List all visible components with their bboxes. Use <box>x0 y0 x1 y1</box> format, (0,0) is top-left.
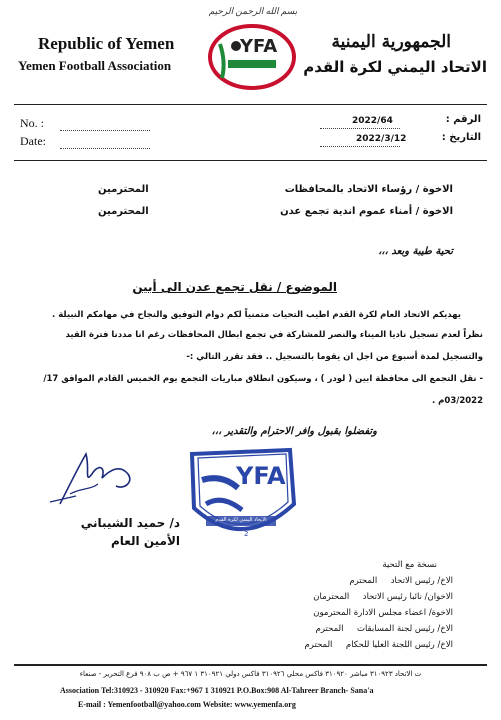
body-line-4: - نقل التجمع الى محافظة ابين ( لودر ) ، وسيكون انطلاق مباريات التجمع يوم الخميس القادم الموافق 17/ <box>43 374 483 384</box>
stamp-caption: الاتحاد اليمني لكرة القدم <box>215 517 267 523</box>
ar-no-label: الرقم : <box>445 114 481 125</box>
logo-text: YFA <box>240 36 278 57</box>
basmala: بسم الله الرحمن الرحيم <box>208 6 298 16</box>
ar-no-dotted-line <box>320 128 400 129</box>
copies-item-2: الاخوان/ نائبا رئيس الاتحاد المحترمان <box>313 592 453 602</box>
logo-caption: الاتحاد اليمني لكرة القدم <box>233 69 275 74</box>
ar-date-dotted-line <box>320 146 400 147</box>
body-line-5: 03/2022م . <box>431 396 483 406</box>
ref-date-value: 2022/3/12 <box>356 134 407 144</box>
header-ar-association: الاتحاد اليمني لكرة القدم <box>303 58 487 76</box>
official-stamp <box>182 444 300 554</box>
copies-heading: نسخة مع التحية <box>382 560 437 570</box>
ref-number-value: 2022/64 <box>352 116 393 126</box>
signatory-title: الأمين العام <box>110 534 180 548</box>
recipient-1-title: المحترمين <box>98 184 149 195</box>
footer-ar-contact: ت الاتحاد ٣١٠٩٢٣ مباشر ٣١٠٩٢٠ فاكس محلي ٣١٠٩٢٦ فاكس دولي ٣١٠٩٢١ ١ ٩٦٧ + ص ب ٩٠٨ فرع التحرير - صنعاء <box>79 670 422 678</box>
header-en-association: Yemen Football Association <box>18 58 172 73</box>
yfa-logo <box>206 22 298 92</box>
closing: وتفضلوا بقبول وافر الاحترام والتقدير ،،، <box>211 426 377 437</box>
footer-email: E-mail : Yemenfootball@yahoo.com Website: www.yemenfa.org <box>78 700 296 709</box>
body-line-3: والتسجيل لمدة أسبوع من اجل ان يقوما بالتسجيل .. فقد تقرر التالي :- <box>186 352 483 362</box>
footer-en-contact: Association Tel:310923 - 310920 Fax:+967 1 310921 P.O.Box:908 Al-Tahreer Branch- Sana'a <box>60 686 374 695</box>
signature <box>40 444 150 514</box>
footer-divider <box>14 664 487 666</box>
body-line-1: يهديكم الاتحاد العام لكرة القدم اطيب التحيات متمنياً لكم دوام التوفيق والنجاح في مهامكم النبيلة . <box>52 310 461 320</box>
header-ar-republic: الجمهورية اليمنية <box>331 32 451 52</box>
stamp-number: 2 <box>244 530 249 538</box>
copies-item-3: الاخوة/ اعضاء مجلس الادارة المحترمون <box>313 608 453 618</box>
subject: الموضوع / نقل تجمع عدن الى أبين <box>132 280 337 294</box>
recipient-1-name: الاخوة / رؤساء الاتحاد بالمحافظات <box>284 184 453 195</box>
date-label: Date: <box>20 134 46 148</box>
greeting: تحية طيبة وبعد ،،، <box>378 246 453 257</box>
header-en-republic: Republic of Yemen <box>38 34 175 53</box>
no-dotted-line <box>60 130 150 131</box>
copies-item-1: الاخ/ رئيس الاتحاد المحترم <box>349 576 453 586</box>
ref-divider <box>14 160 487 161</box>
recipient-2-name: الاخوة / أمناء عموم اندية تجمع عدن <box>280 206 453 217</box>
header-divider <box>14 104 487 105</box>
stamp-text: YFA <box>236 462 286 490</box>
ar-date-label: التاريخ : <box>441 132 481 143</box>
signatory-name: د/ حميد الشيباني <box>80 516 180 530</box>
date-dotted-line <box>60 148 150 149</box>
no-label: No. : <box>20 116 44 130</box>
body-line-2: نظراً لعدم تسجيل ناديا الميناء والنصر للمشاركة في تجمع ابطال المحافظات رغم انا مددنا فترة القيد <box>65 330 483 340</box>
recipient-2-title: المحترمين <box>98 206 149 217</box>
copies-item-5: الاخ/ رئيس اللجنة العليا للحكام المحترم <box>304 640 453 650</box>
copies-item-4: الاخ/ رئيس لجنة المسابقات المحترم <box>315 624 453 634</box>
